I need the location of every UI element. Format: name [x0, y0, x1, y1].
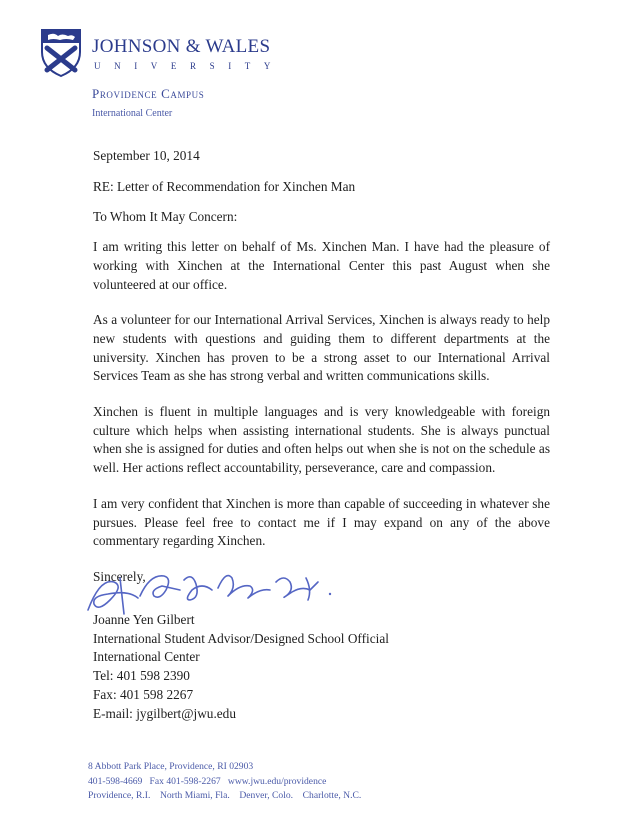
campus-name: Providence Campus [92, 86, 205, 101]
letter-date: September 10, 2014 [93, 148, 200, 163]
letter-footer [88, 760, 361, 804]
signer-office: International Center [93, 649, 200, 665]
footer-address: 8 Abbott Park Place, Providence, RI 02903 [88, 761, 254, 772]
paragraph-conclusion: I am very confident that Xinchen is more than capable of succeeding in whatever she pursues. Please feel free to contact me if I may expand on any of the above commentary regarding Xinchen. [93, 495, 550, 549]
signer-email[interactable]: E-mail: jygilbert@jwu.edu [93, 705, 236, 721]
signer-fax: Fax: 401 598 2267 [93, 686, 194, 702]
letter-body [93, 147, 550, 587]
signer-block [93, 611, 389, 723]
paragraph-intro: I am writing this letter on behalf of Ms. Xinchen Man. I have had the pleasure of working with Xinchen at the International Center this past August when she volunteered at our office. [93, 239, 550, 292]
paragraph-volunteer: As a volunteer for our International Arrival Services, Xinchen is always ready to help new students with questions and guiding them to different departments at the university. Xinchen has proven to be a strong asset to our International Arrival Services Team as she has strong verbal and written communications skills. [93, 312, 550, 384]
footer-campuses: Providence, R.I. North Miami, Fla. Denver, Colo. Charlotte, N.C. [88, 790, 362, 802]
university-subtitle: UNIVERSITY [94, 61, 284, 71]
department-name: International Center [92, 108, 173, 119]
paragraph-skills: Xinchen is fluent in multiple languages and is very knowledgeable with foreign culture which helps when assisting international students. She is always punctual when she is assigned for duties and often helps out when she is not on the schedule as well. Her actions reflect accountability, perseverance, care and compassion. [93, 404, 550, 476]
signer-name: Joanne Yen Gilbert [93, 612, 195, 627]
signer-tel: Tel: 401 598 2390 [93, 668, 190, 684]
letter-closing: Sincerely, [93, 568, 146, 584]
letter-salutation: To Whom It May Concern: [93, 209, 238, 225]
footer-contact: 401-598-4669 Fax 401-598-2267 www.jwu.edu/providence [88, 775, 327, 787]
university-crest-icon [38, 26, 84, 78]
signer-title: International Student Advisor/Designed School Official [93, 630, 389, 646]
university-name: JOHNSON & WALES [92, 36, 271, 57]
letter-subject: RE: Letter of Recommendation for Xinchen Man [93, 178, 356, 194]
